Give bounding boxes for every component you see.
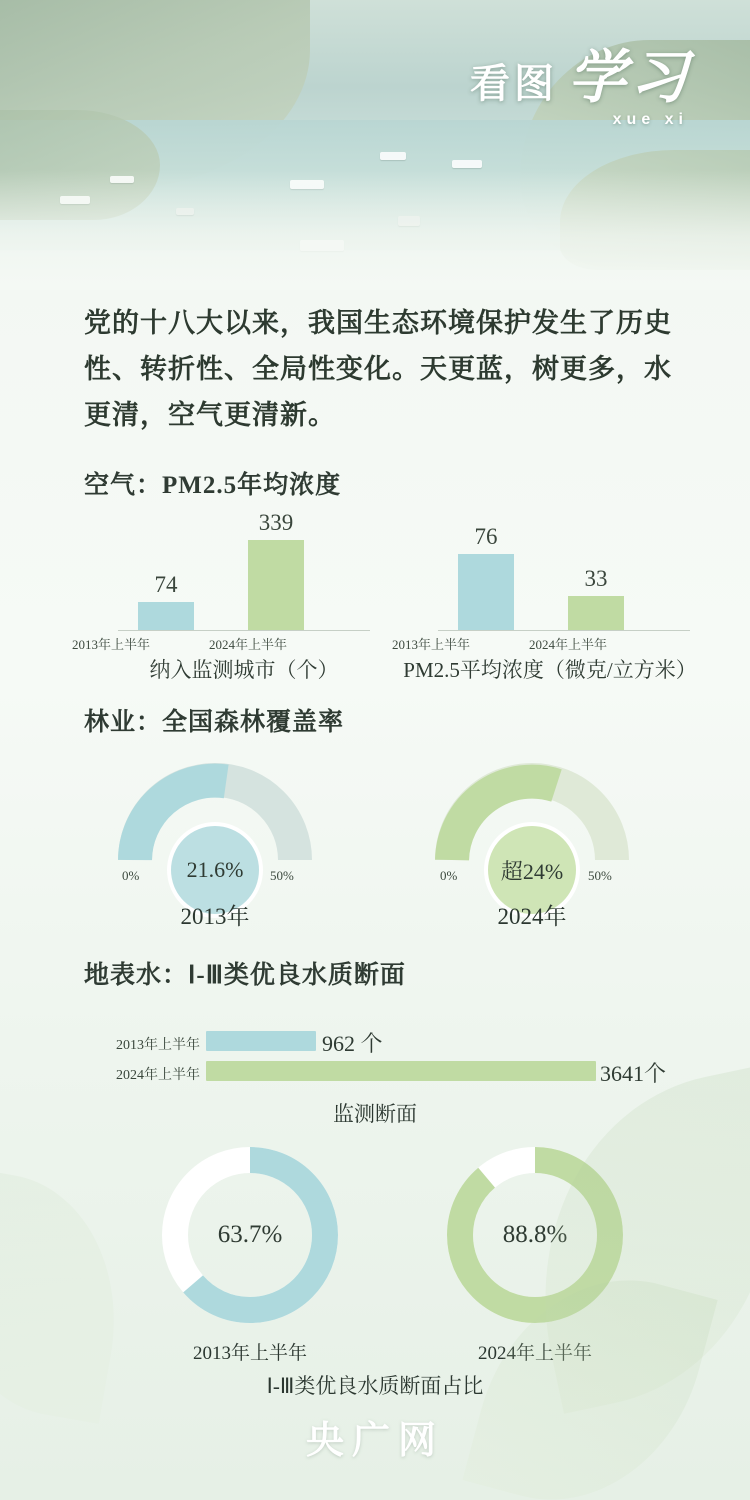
chart2-title: PM2.5平均浓度（微克/立方米） [403, 658, 697, 682]
gauge-value-2013: 21.6% [167, 822, 263, 918]
bar-category-2013: 2013年上半年 [71, 637, 150, 652]
hbar-chart-title: 监测断面 [333, 1102, 417, 1126]
bar-category-2024: 2024年上半年 [528, 637, 607, 652]
hbar-value-2013: 962 个 [322, 1031, 383, 1056]
hero-image [0, 0, 750, 290]
bar-value-2013: 76 [474, 524, 498, 549]
brand-logo [469, 45, 692, 129]
hbar-category-2024: 2024年上半年 [116, 1068, 200, 1083]
donut-title-2024: 2024年上半年 [477, 1343, 592, 1364]
boat-icon [380, 152, 406, 160]
lead-paragraph: 党的十八大以来，我国生态环境保护发生了历史性、转折性、全局性变化。天更蓝，树更多，水更清，空气更清新。 [84, 308, 672, 430]
donut-water-2013 [155, 1140, 345, 1330]
bar-category-2024: 2024年上半年 [208, 637, 287, 652]
hbar-2024 [206, 1061, 596, 1081]
donut-title-2013: 2013年上半年 [192, 1343, 307, 1364]
section-title-air: 空气：PM2.5年均浓度 [84, 472, 342, 499]
bar-value-2024: 33 [584, 566, 608, 591]
gauge-value-2024: 超24% [484, 822, 580, 918]
logo-title-part1: 看图 [469, 61, 558, 106]
hbar-value-2024: 3641个 [600, 1061, 667, 1086]
axis-line-chart2 [438, 630, 690, 631]
gauge-title-2024: 2024年 [497, 904, 567, 929]
bar-2024 [248, 540, 304, 630]
logo-title-part2: 学习 [567, 45, 692, 110]
donut-value-2024: 88.8% [502, 1221, 568, 1248]
donut-chart-caption: Ⅰ-Ⅲ类优良水质断面占比 [266, 1374, 484, 1398]
chart-bar-monitored-cities [120, 510, 370, 630]
bar-2013 [138, 602, 194, 630]
gauge-max-label-2024: 50% [588, 868, 612, 883]
gauge-min-label-2024: 0% [440, 868, 458, 883]
bar-2013 [458, 554, 514, 630]
gauge-min-label-2013: 0% [122, 868, 140, 883]
hero-fade-overlay [0, 170, 750, 290]
section-title-water: 地表水：Ⅰ-Ⅲ类优良水质断面 [84, 962, 406, 989]
bar-value-2013: 74 [154, 572, 178, 597]
gauge-title-2013: 2013年 [180, 904, 250, 929]
axis-line-chart1 [118, 630, 370, 631]
bar-2024 [568, 596, 624, 630]
donut-value-2013: 63.7% [217, 1221, 283, 1248]
gauge-max-label-2013: 50% [270, 868, 294, 883]
hbar-category-2013: 2013年上半年 [116, 1038, 200, 1053]
logo-pinyin: xue xi [612, 111, 688, 128]
boat-icon [452, 160, 482, 168]
footer-brand: 央广网 [305, 1420, 444, 1462]
bar-value-2024: 339 [258, 510, 294, 535]
bar-category-2013: 2013年上半年 [391, 637, 470, 652]
chart1-title: 纳入监测城市（个） [149, 658, 339, 682]
hbar-2013 [206, 1031, 316, 1051]
chart-bar-pm25-concentration [440, 520, 690, 630]
section-title-forest: 林业：全国森林覆盖率 [84, 709, 345, 736]
